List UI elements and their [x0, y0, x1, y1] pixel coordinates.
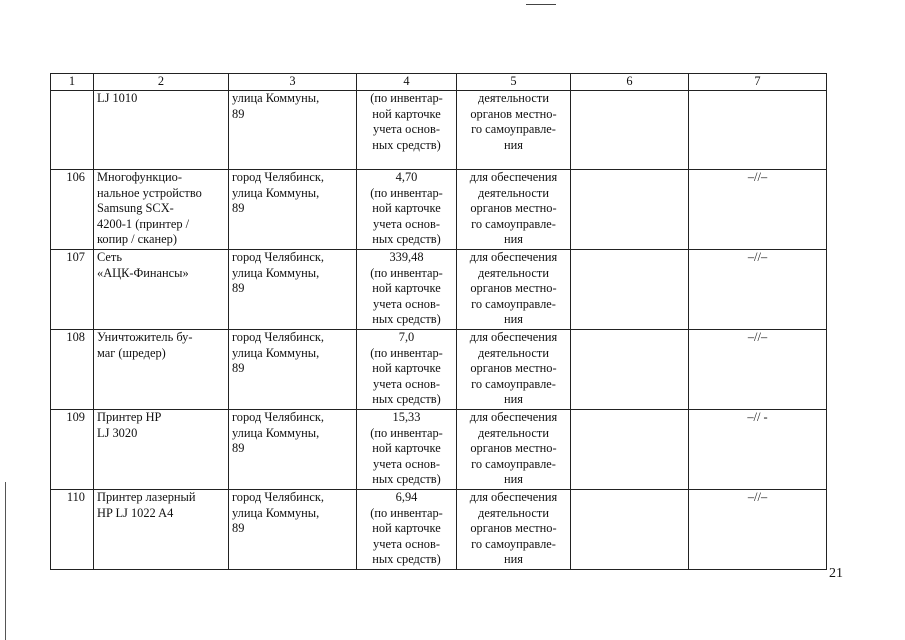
item-purpose: для обеспечения деятельности органов местно- го самоуправле- ния [469, 330, 558, 407]
purpose-cell [457, 91, 571, 170]
item-cost: (по инвентар- ной карточке учета основ- ных средств) [370, 91, 443, 152]
item-address: город Челябинск, улица Коммуны, 89 [232, 330, 325, 376]
item-name-cell [94, 490, 229, 570]
item-name: Многофункцио- нальное устройство Samsung SCX- 4200-1 (принтер / копир / сканер) [97, 170, 202, 247]
column7-cell [689, 250, 827, 330]
table-row [51, 330, 827, 410]
column7-cell [689, 490, 827, 570]
table-row [51, 410, 827, 490]
address-cell [229, 490, 357, 570]
address-cell [229, 410, 357, 490]
purpose-cell [457, 410, 571, 490]
cost-cell [357, 250, 457, 330]
row-number: 110 [66, 490, 85, 504]
address-cell [229, 170, 357, 250]
table-row [51, 91, 827, 170]
column7-value: –//– [747, 170, 768, 184]
item-purpose: для обеспечения деятельности органов местно- го самоуправле- ния [469, 410, 558, 487]
inventory-table [50, 73, 827, 570]
column-header: 6 [571, 74, 689, 91]
item-name-cell [94, 250, 229, 330]
margin-rule [5, 482, 6, 640]
item-purpose: для обеспечения деятельности органов местно- го самоуправле- ния [469, 170, 558, 247]
item-name: Уничтожитель бу- маг (шредер) [97, 330, 193, 360]
item-cost: 15,33 (по инвентар- ной карточке учета основ- ных средств) [370, 410, 443, 487]
column7-value: –//– [747, 490, 768, 504]
item-purpose: для обеспечения деятельности органов местно- го самоуправле- ния [469, 490, 558, 567]
column7-cell [689, 170, 827, 250]
column7-value: –// - [747, 410, 768, 424]
item-name: Сеть «АЦК-Финансы» [97, 250, 189, 280]
item-name: LJ 1010 [97, 91, 138, 105]
column7-value: –//– [747, 330, 768, 344]
purpose-cell [457, 330, 571, 410]
row-number: 106 [66, 170, 85, 184]
table-row [51, 490, 827, 570]
column6-cell [571, 490, 689, 570]
item-address: улица Коммуны, 89 [232, 91, 320, 121]
scan-artifact-line [526, 4, 556, 5]
cost-cell [357, 410, 457, 490]
cost-cell [357, 330, 457, 410]
column6-cell [571, 330, 689, 410]
item-name-cell [94, 330, 229, 410]
column6-cell [571, 250, 689, 330]
item-name-cell [94, 91, 229, 170]
row-number: 109 [66, 410, 85, 424]
item-name-cell [94, 170, 229, 250]
table-row [51, 250, 827, 330]
item-purpose: деятельности органов местно- го самоуправле- ния [470, 91, 557, 152]
item-address: город Челябинск, улица Коммуны, 89 [232, 410, 325, 456]
item-purpose: для обеспечения деятельности органов местно- го самоуправле- ния [469, 250, 558, 327]
header-row [51, 74, 827, 91]
row-number-cell [51, 330, 94, 410]
item-name-cell [94, 410, 229, 490]
column-header: 1 [51, 74, 94, 91]
column6-cell [571, 91, 689, 170]
row-number: 107 [66, 250, 85, 264]
item-cost: 4,70 (по инвентар- ной карточке учета основ- ных средств) [370, 170, 443, 247]
cost-cell [357, 91, 457, 170]
column7-cell [689, 330, 827, 410]
item-address: город Челябинск, улица Коммуны, 89 [232, 170, 325, 216]
address-cell [229, 330, 357, 410]
column7-cell [689, 91, 827, 170]
page-number: 21 [829, 566, 843, 581]
column-header: 5 [457, 74, 571, 91]
cost-cell [357, 490, 457, 570]
column7-value: –//– [747, 250, 768, 264]
purpose-cell [457, 490, 571, 570]
row-number: 108 [66, 330, 85, 344]
row-number-cell [51, 250, 94, 330]
cost-cell [357, 170, 457, 250]
item-name: Принтер HP LJ 3020 [97, 410, 162, 440]
column-header: 7 [689, 74, 827, 91]
item-address: город Челябинск, улица Коммуны, 89 [232, 250, 325, 296]
row-number-cell [51, 490, 94, 570]
item-cost: 339,48 (по инвентар- ной карточке учета основ- ных средств) [370, 250, 443, 327]
purpose-cell [457, 170, 571, 250]
column-header: 2 [94, 74, 229, 91]
column6-cell [571, 410, 689, 490]
row-number-cell [51, 410, 94, 490]
purpose-cell [457, 250, 571, 330]
item-name: Принтер лазерный HP LJ 1022 A4 [97, 490, 196, 520]
row-number-cell [51, 170, 94, 250]
item-cost: 6,94 (по инвентар- ной карточке учета основ- ных средств) [370, 490, 443, 567]
row-number-cell [51, 91, 94, 170]
column-header: 4 [357, 74, 457, 91]
column6-cell [571, 170, 689, 250]
column7-cell [689, 410, 827, 490]
table-row [51, 170, 827, 250]
column-header: 3 [229, 74, 357, 91]
address-cell [229, 91, 357, 170]
item-cost: 7,0 (по инвентар- ной карточке учета основ- ных средств) [370, 330, 443, 407]
item-address: город Челябинск, улица Коммуны, 89 [232, 490, 325, 536]
address-cell [229, 250, 357, 330]
